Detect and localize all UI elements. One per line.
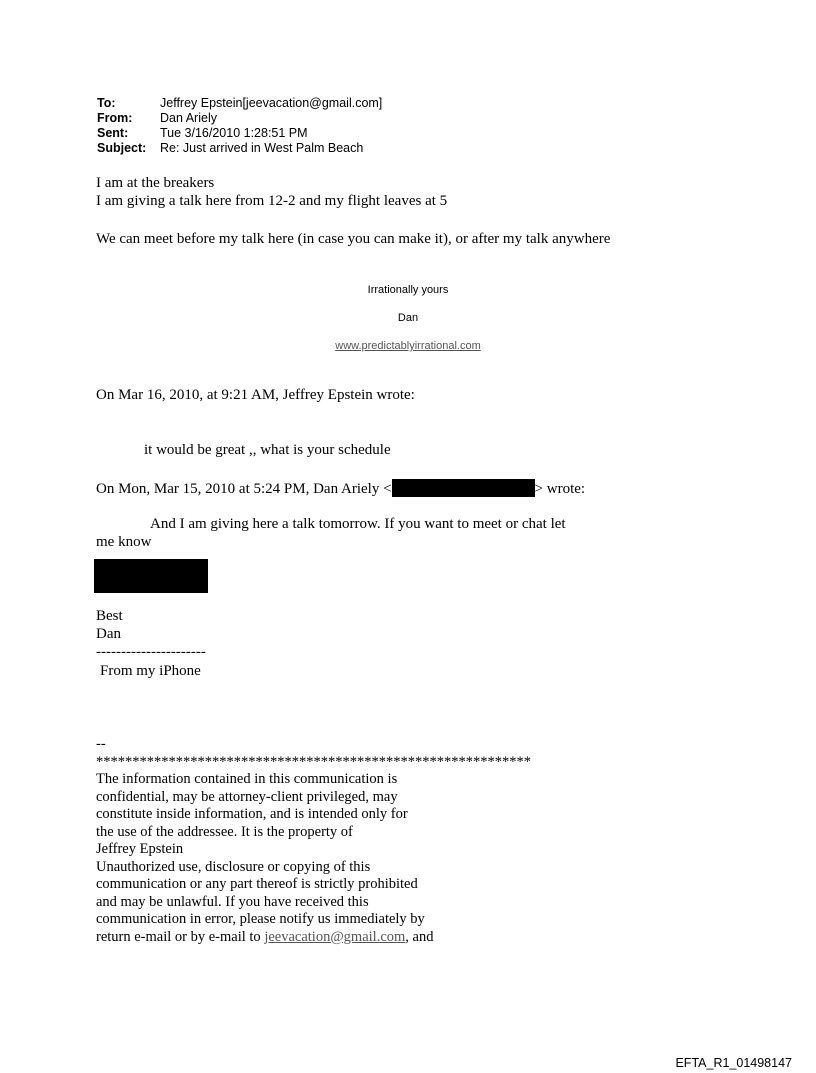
quote2-attribution-suffix: > wrote: (534, 481, 586, 497)
disclaimer-line-10 (96, 929, 531, 947)
redaction-block (94, 559, 208, 593)
quote1-text: it would be great ,, what is your schedule (144, 442, 391, 458)
quote2-attribution (96, 479, 585, 498)
disclaimer-line-5: Jeffrey Epstein (96, 841, 184, 857)
signature-website-row (0, 340, 816, 352)
quote2-text-line-2: me know (96, 534, 152, 550)
sent-value: Tue 3/16/2010 1:28:51 PM (160, 126, 308, 140)
disclaimer-line-10-prefix: return e-mail or by e-mail to (96, 928, 265, 945)
to-label: To: (97, 96, 116, 110)
quote2-attribution-prefix: On Mon, Mar 15, 2010 at 5:24 PM, Dan Ariely < (96, 481, 392, 497)
disclaimer-line-8: and may be unlawful. If you have received this (96, 893, 369, 910)
to-value: Jeffrey Epstein[jeevacation@gmail.com] (160, 96, 383, 110)
disclaimer-line-7: communication or any part thereof is strictly prohibited (96, 876, 418, 892)
disclaimer-line-6: Unauthorized use, disclosure or copying of this (96, 858, 371, 875)
disclaimer-stars: ************************************************************ (96, 753, 531, 770)
message-line-1: I am at the breakers (96, 175, 215, 191)
signature-website-link[interactable]: www.predictablyirrational.com (335, 340, 481, 352)
disclaimer-line-4: the use of the addressee. It is the property of (96, 823, 353, 840)
subject-label: Subject: (97, 141, 147, 155)
signature-name: Dan (397, 312, 419, 324)
disclaimer-line-1: The information contained in this communication is (96, 771, 398, 787)
disclaimer-line-3: constitute inside information, and is intended only for (96, 806, 408, 822)
quote2-text-line-1: And I am giving here a talk tomorrow. If you want to meet or chat let (150, 516, 566, 532)
disclaimer-dashes: -- (96, 736, 106, 752)
redacted-email (392, 479, 535, 497)
disclaimer-line-10-suffix: , and (405, 928, 434, 945)
quote2-name: Dan (96, 626, 121, 642)
quote2-separator: ---------------------- (96, 644, 206, 660)
quote1-attribution: On Mar 16, 2010, at 9:21 AM, Jeffrey Epstein wrote: (96, 387, 415, 403)
from-value: Dan Ariely (160, 111, 217, 125)
from-label: From: (97, 111, 133, 125)
message-line-3: We can meet before my talk here (in case you can make it), or after my talk anywhere (96, 231, 611, 247)
disclaimer-email-link[interactable]: jeevacation@gmail.com (264, 928, 406, 945)
disclaimer-line-2: confidential, may be attorney-client privileged, may (96, 788, 398, 805)
quote2-from-device: From my iPhone (100, 663, 201, 679)
disclaimer-block (96, 736, 531, 946)
sent-label: Sent: (97, 126, 129, 140)
quote2-closing: Best (96, 608, 123, 624)
document-id: EFTA_R1_01498147 (675, 1056, 792, 1070)
subject-value: Re: Just arrived in West Palm Beach (160, 141, 364, 155)
signature-tagline: Irrationally yours (367, 284, 449, 296)
disclaimer-line-9: communication in error, please notify us immediately by (96, 911, 425, 927)
message-line-2: I am giving a talk here from 12-2 and my flight leaves at 5 (96, 193, 448, 209)
